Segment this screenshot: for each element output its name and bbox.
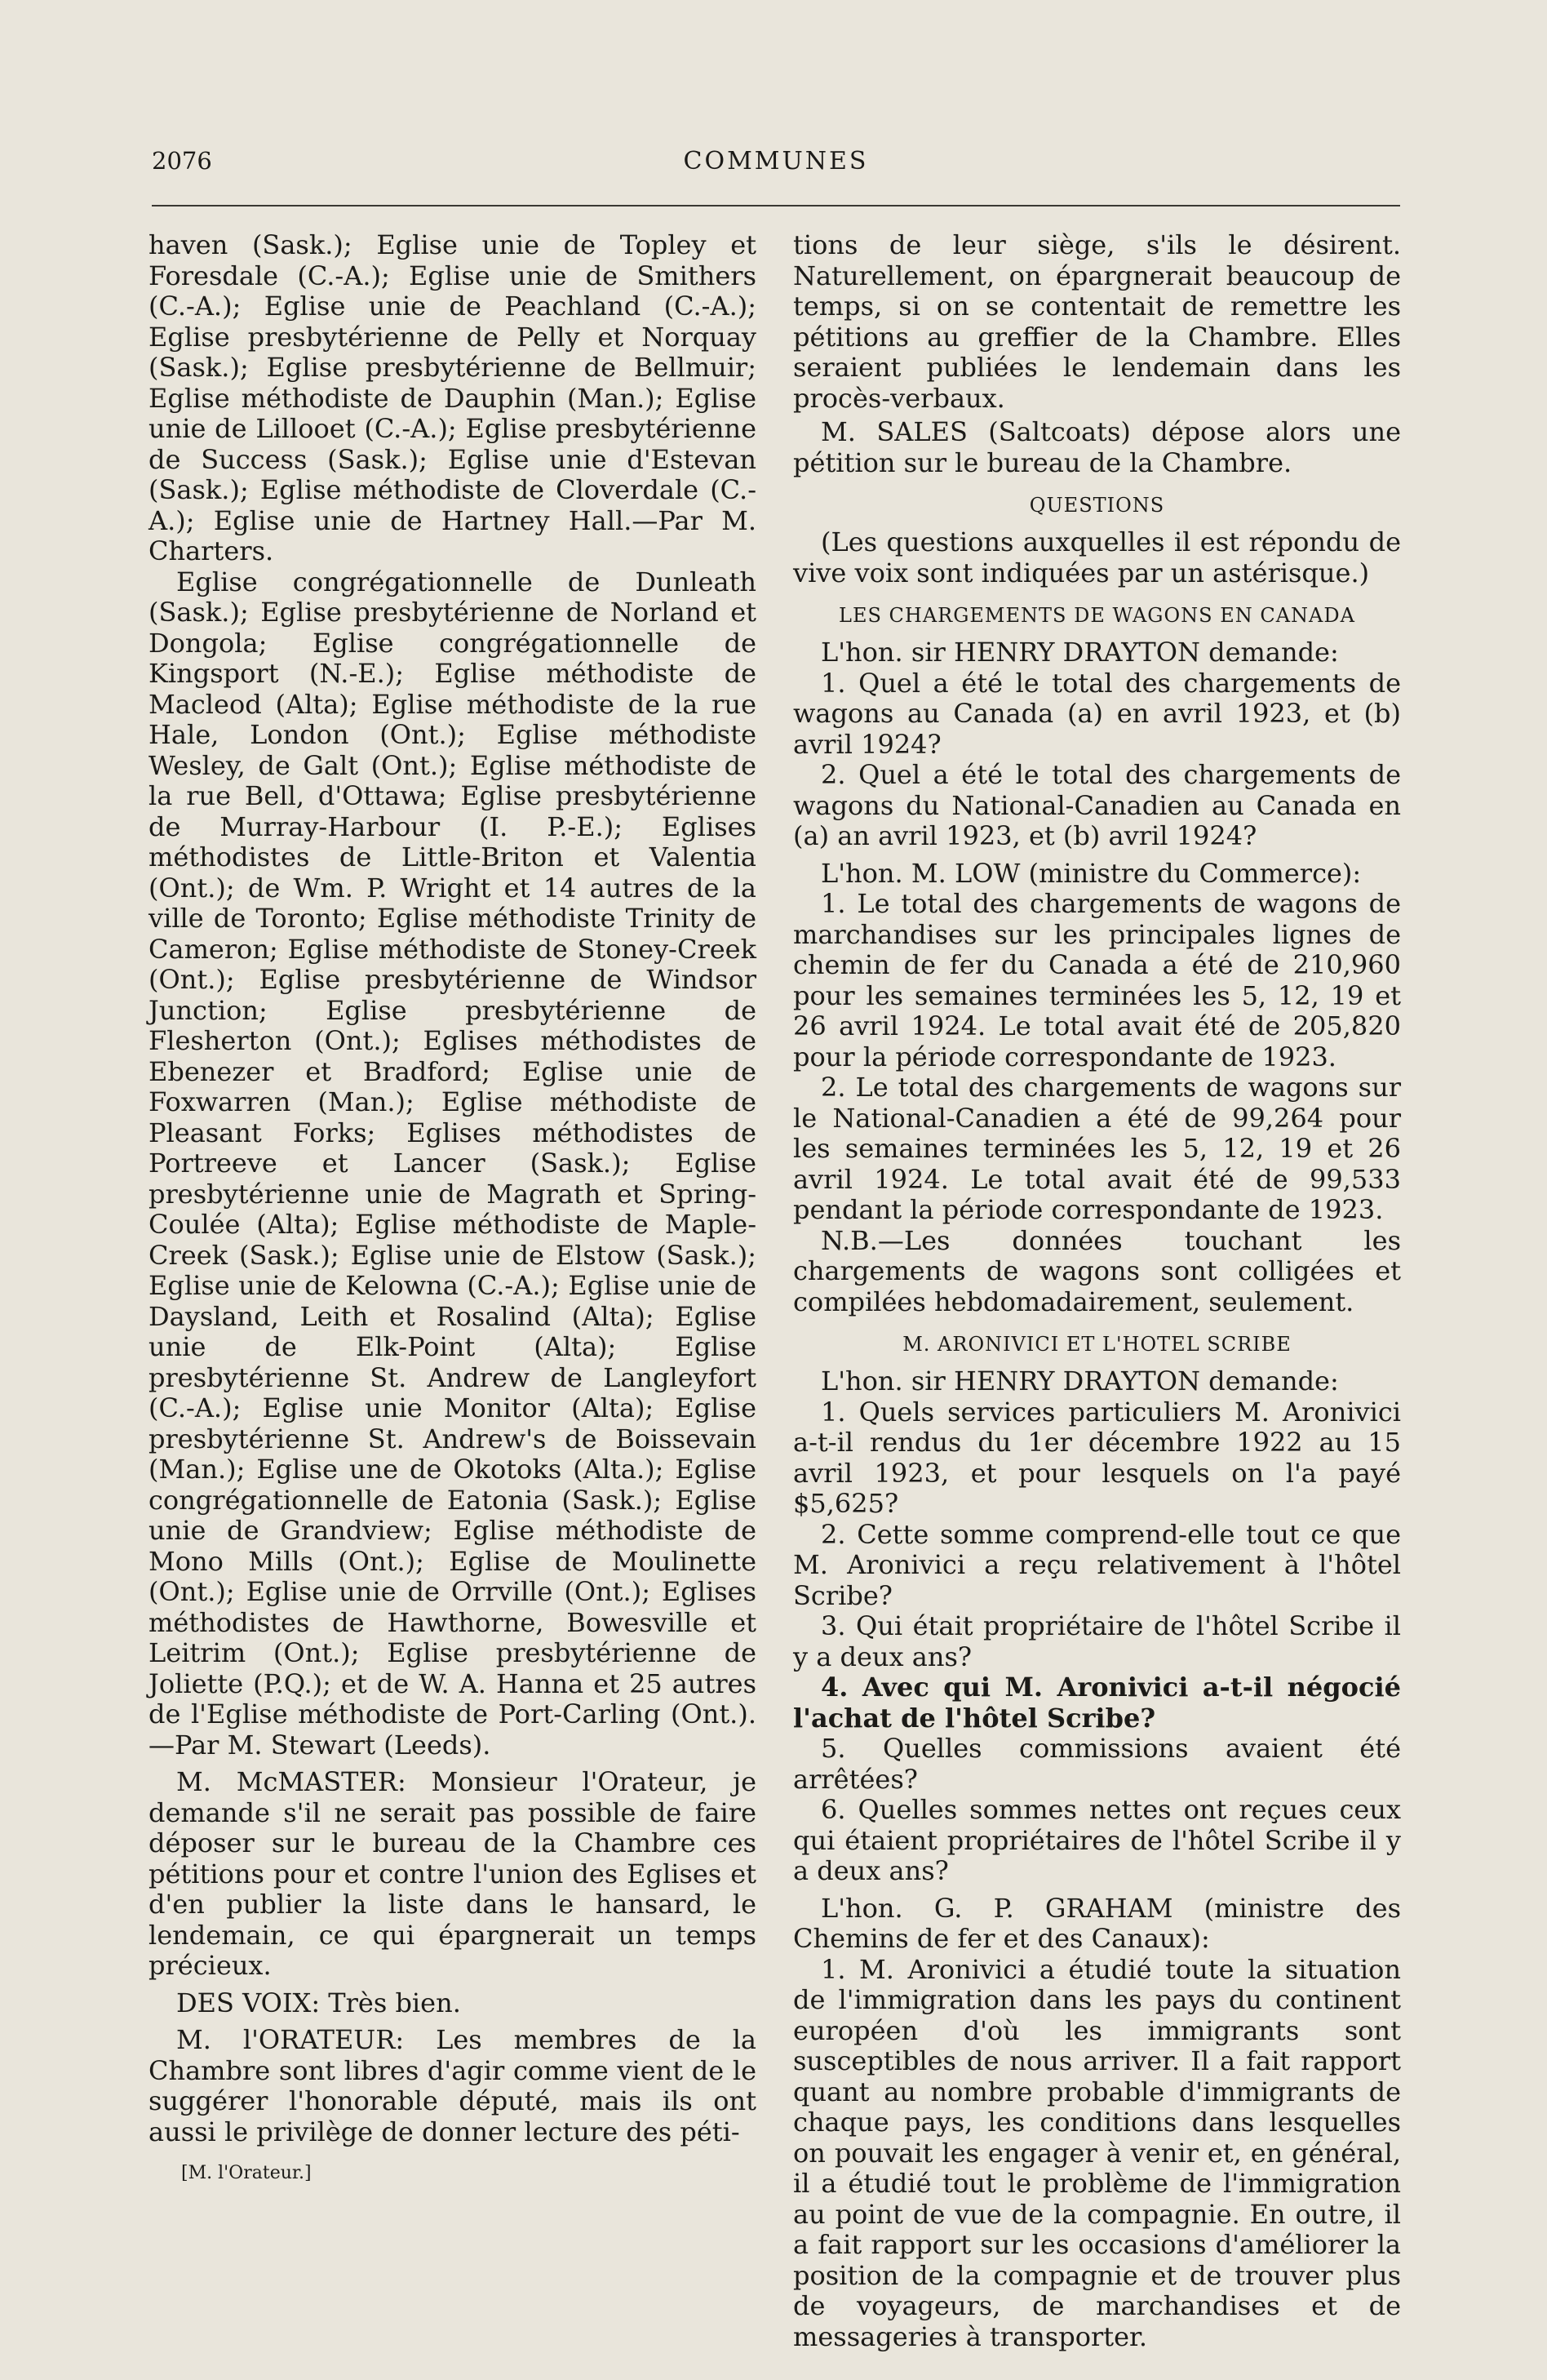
question-item: 6. Quelles sommes nettes ont reçues ceux qui étaient propriétaires de l'hôtel Scribe il y a deux ans? bbox=[793, 1794, 1401, 1886]
header-rule bbox=[152, 205, 1400, 206]
speaker-footnote: [M. l'Orateur.] bbox=[181, 2163, 312, 2183]
answer-paragraph: 2. Le total des chargements de wagons sur le National-Canadien a été de 99,264 pour les semaines terminées les 5, 12, 19 et 26 avril 1924. Le total avait été de 99,533 pendant la période correspondante de 1923. bbox=[793, 1072, 1401, 1225]
answer-paragraph: 1. Le total des chargements de wagons de marchandises sur les principales lignes de chemin de fer du Canada a été de 210,960 pour les semaines terminées les 5, 12, 19 et 26 avril 1924. Le total avait été de 205,820 pour la période correspondante de 1923. bbox=[793, 888, 1401, 1072]
responder-graham: L'hon. G. P. GRAHAM (ministre des Chemins de fer et des Canaux): bbox=[793, 1892, 1401, 1954]
section-heading-aronivici: M. ARONIVICI ET L'HOTEL SCRIBE bbox=[902, 1333, 1292, 1356]
sales-petition: M. SALES (Saltcoats) dépose alors une pétition sur le bureau de la Chambre. bbox=[793, 416, 1401, 478]
responder-low: L'hon. M. LOW (ministre du Commerce): bbox=[821, 857, 1362, 889]
mcmaster-remark: M. McMASTER: Monsieur l'Orateur, je demande s'il ne serait pas possible de faire déposer sur le bureau de la Chambre ces pétitions pour et contre l'union des Eglises et d'en publier la liste dans le hansard, le lendemain, ce qui épargnerait un temps précieux. bbox=[148, 1766, 756, 1981]
question-item: 2. Quel a été le total des chargements de wagons du National-Canadien au Canada en (a) an avril 1923, et (b) avril 1924? bbox=[793, 759, 1401, 851]
asker-drayton-1: L'hon. sir HENRY DRAYTON demande: bbox=[821, 637, 1339, 668]
question-item: 3. Qui était propriétaire de l'hôtel Scribe il y a deux ans? bbox=[793, 1610, 1401, 1672]
questions-heading: QUESTIONS bbox=[1029, 494, 1165, 517]
voices-remark: DES VOIX: Très bien. bbox=[176, 1987, 461, 2018]
page-number: 2076 bbox=[152, 147, 212, 175]
petition-list: Eglise congrégationnelle de Dunleath (Sask.); Eglise presbytérienne de Norland et Dongola; Eglise congrégationnelle de Kingsport (N.-E.); Eglise méthodiste de Macleod (Alta); Eglise méthodiste de la rue Hale, London (Ont.); Eglise méthodiste Wesley, de Galt (Ont.); Eglise méthodiste de la rue Bell, d'Ottawa; Eglise presbytérienne de Murray-Harbour (I. P.-E.); Eglises méthodistes de Little-Briton et Valentia (Ont.); de Wm. P. Wright et 14 autres de la ville de Toronto; Eglise méthodiste Trinity de Cameron; Eglise méthodiste de Stoney-Creek (Ont.); Eglise presbytérienne de Windsor Junction; Eglise presbytérienne de Flesherton (Ont.); Eglises méthodistes de Ebenezer et Bradford; Eglise unie de Foxwarren (Man.); Eglise méthodiste de Pleasant Forks; Eglises méthodistes de Portreeve et Lancer (Sask.); Eglise presbytérienne unie de Magrath et Spring-Coulée (Alta); Eglise méthodiste de Maple-Creek (Sask.); Eglise unie de Elstow (Sask.); Eglise unie de Kelowna (C.-A.); Eglise unie de Daysland, Leith et Rosalind (Alta); Eglise unie de Elk-Point (Alta); Eglise presbytérienne St. Andrew de Langleyfort (C.-A.); Eglise unie Monitor (Alta); Eglise presbytérienne St. Andrew's de Boissevain (Man.); Eglise une de Okotoks (Alta.); Eglise congrégationnelle de Eatonia (Sask.); Eglise unie de Grandview; Eglise méthodiste de Mono Mills (Ont.); Eglise de Moulinette (Ont.); Eglise unie de Orrville (Ont.); Eglises méthodistes de Hawthorne, Bowesville et Leitrim (Ont.); Eglise presbytérienne de Joliette (P.Q.); et de W. A. Hanna et 25 autres de l'Eglise méthodiste de Port-Carling (Ont.).—Par M. Stewart (Leeds). bbox=[148, 566, 756, 1761]
question-item: 4. Avec qui M. Aronivici a-t-il négocié l'achat de l'hôtel Scribe? bbox=[793, 1672, 1401, 1734]
question-item: 1. Quels services particuliers M. Aronivici a-t-il rendus du 1er décembre 1922 au 15 avril 1923, et pour lesquels on l'a payé $5,625? bbox=[793, 1396, 1401, 1519]
petition-list-continued: haven (Sask.); Eglise unie de Topley et Foresdale (C.-A.); Eglise unie de Smithers (C.-A.); Eglise unie de Peachland (C.-A.); Eglise presbytérienne de Pelly et Norquay (Sask.); Eglise presbytérienne de Bellmuir; Eglise méthodiste de Dauphin (Man.); Eglise unie de Lillooet (C.-A.); Eglise presbytérienne de Success (Sask.); Eglise unie d'Estevan (Sask.); Eglise méthodiste de Cloverdale (C.-A.); Eglise unie de Hartney Hall.—Par M. Charters. bbox=[148, 229, 756, 566]
left-column bbox=[148, 230, 756, 2185]
section-heading-wagons: LES CHARGEMENTS DE WAGONS EN CANADA bbox=[839, 604, 1355, 627]
question-item: 1. Quel a été le total des chargements de wagons au Canada (a) en avril 1923, et (b) avril 1924? bbox=[793, 667, 1401, 760]
question-item: 5. Quelles commissions avaient été arrêtées? bbox=[793, 1733, 1401, 1795]
question-item: 2. Cette somme comprend-elle tout ce que M. Aronivici a reçu relativement à l'hôtel Scribe? bbox=[793, 1518, 1401, 1611]
questions-note: (Les questions auxquelles il est répondu de vive voix sont indiquées par un astérisque.) bbox=[793, 526, 1401, 588]
petitions-continued: tions de leur siège, s'ils le désirent. Naturellement, on épargnerait beaucoup de temps, si on se contentait de remettre les pétitions au greffier de la Chambre. Elles seraient publiées le lendemain dans les procès-verbaux. bbox=[793, 229, 1401, 414]
asker-drayton-2: L'hon. sir HENRY DRAYTON demande: bbox=[821, 1365, 1339, 1396]
speaker-remark: M. l'ORATEUR: Les membres de la Chambre sont libres d'agir comme vient de le suggérer l'honorable député, mais ils ont aussi le privilège de donner lecture des péti- bbox=[148, 2024, 756, 2147]
answer-paragraph: 1. M. Aronivici a étudié toute la situation de l'immigration dans les pays du continent européen d'où les immigrants sont susceptibles de nous arriver. Il a fait rapport quant au nombre probable d'immigrants de chaque pays, les conditions dans lesquelles on pouvait les engager à venir et, en général, il a étudié tout le problème de l'immigration au point de vue de la compagnie. En outre, il a fait rapport sur les occasions d'améliorer la position de la compagnie et de trouver plus de voyageurs, de marchandises et de messageries à transporter. bbox=[793, 1953, 1401, 2352]
page-header bbox=[152, 147, 1400, 186]
right-column bbox=[793, 230, 1401, 2352]
running-title: COMMUNES bbox=[683, 147, 869, 175]
answer-note: N.B.—Les données touchant les chargements de wagons sont colligées et compilées hebdomadairement, seulement. bbox=[793, 1224, 1401, 1317]
